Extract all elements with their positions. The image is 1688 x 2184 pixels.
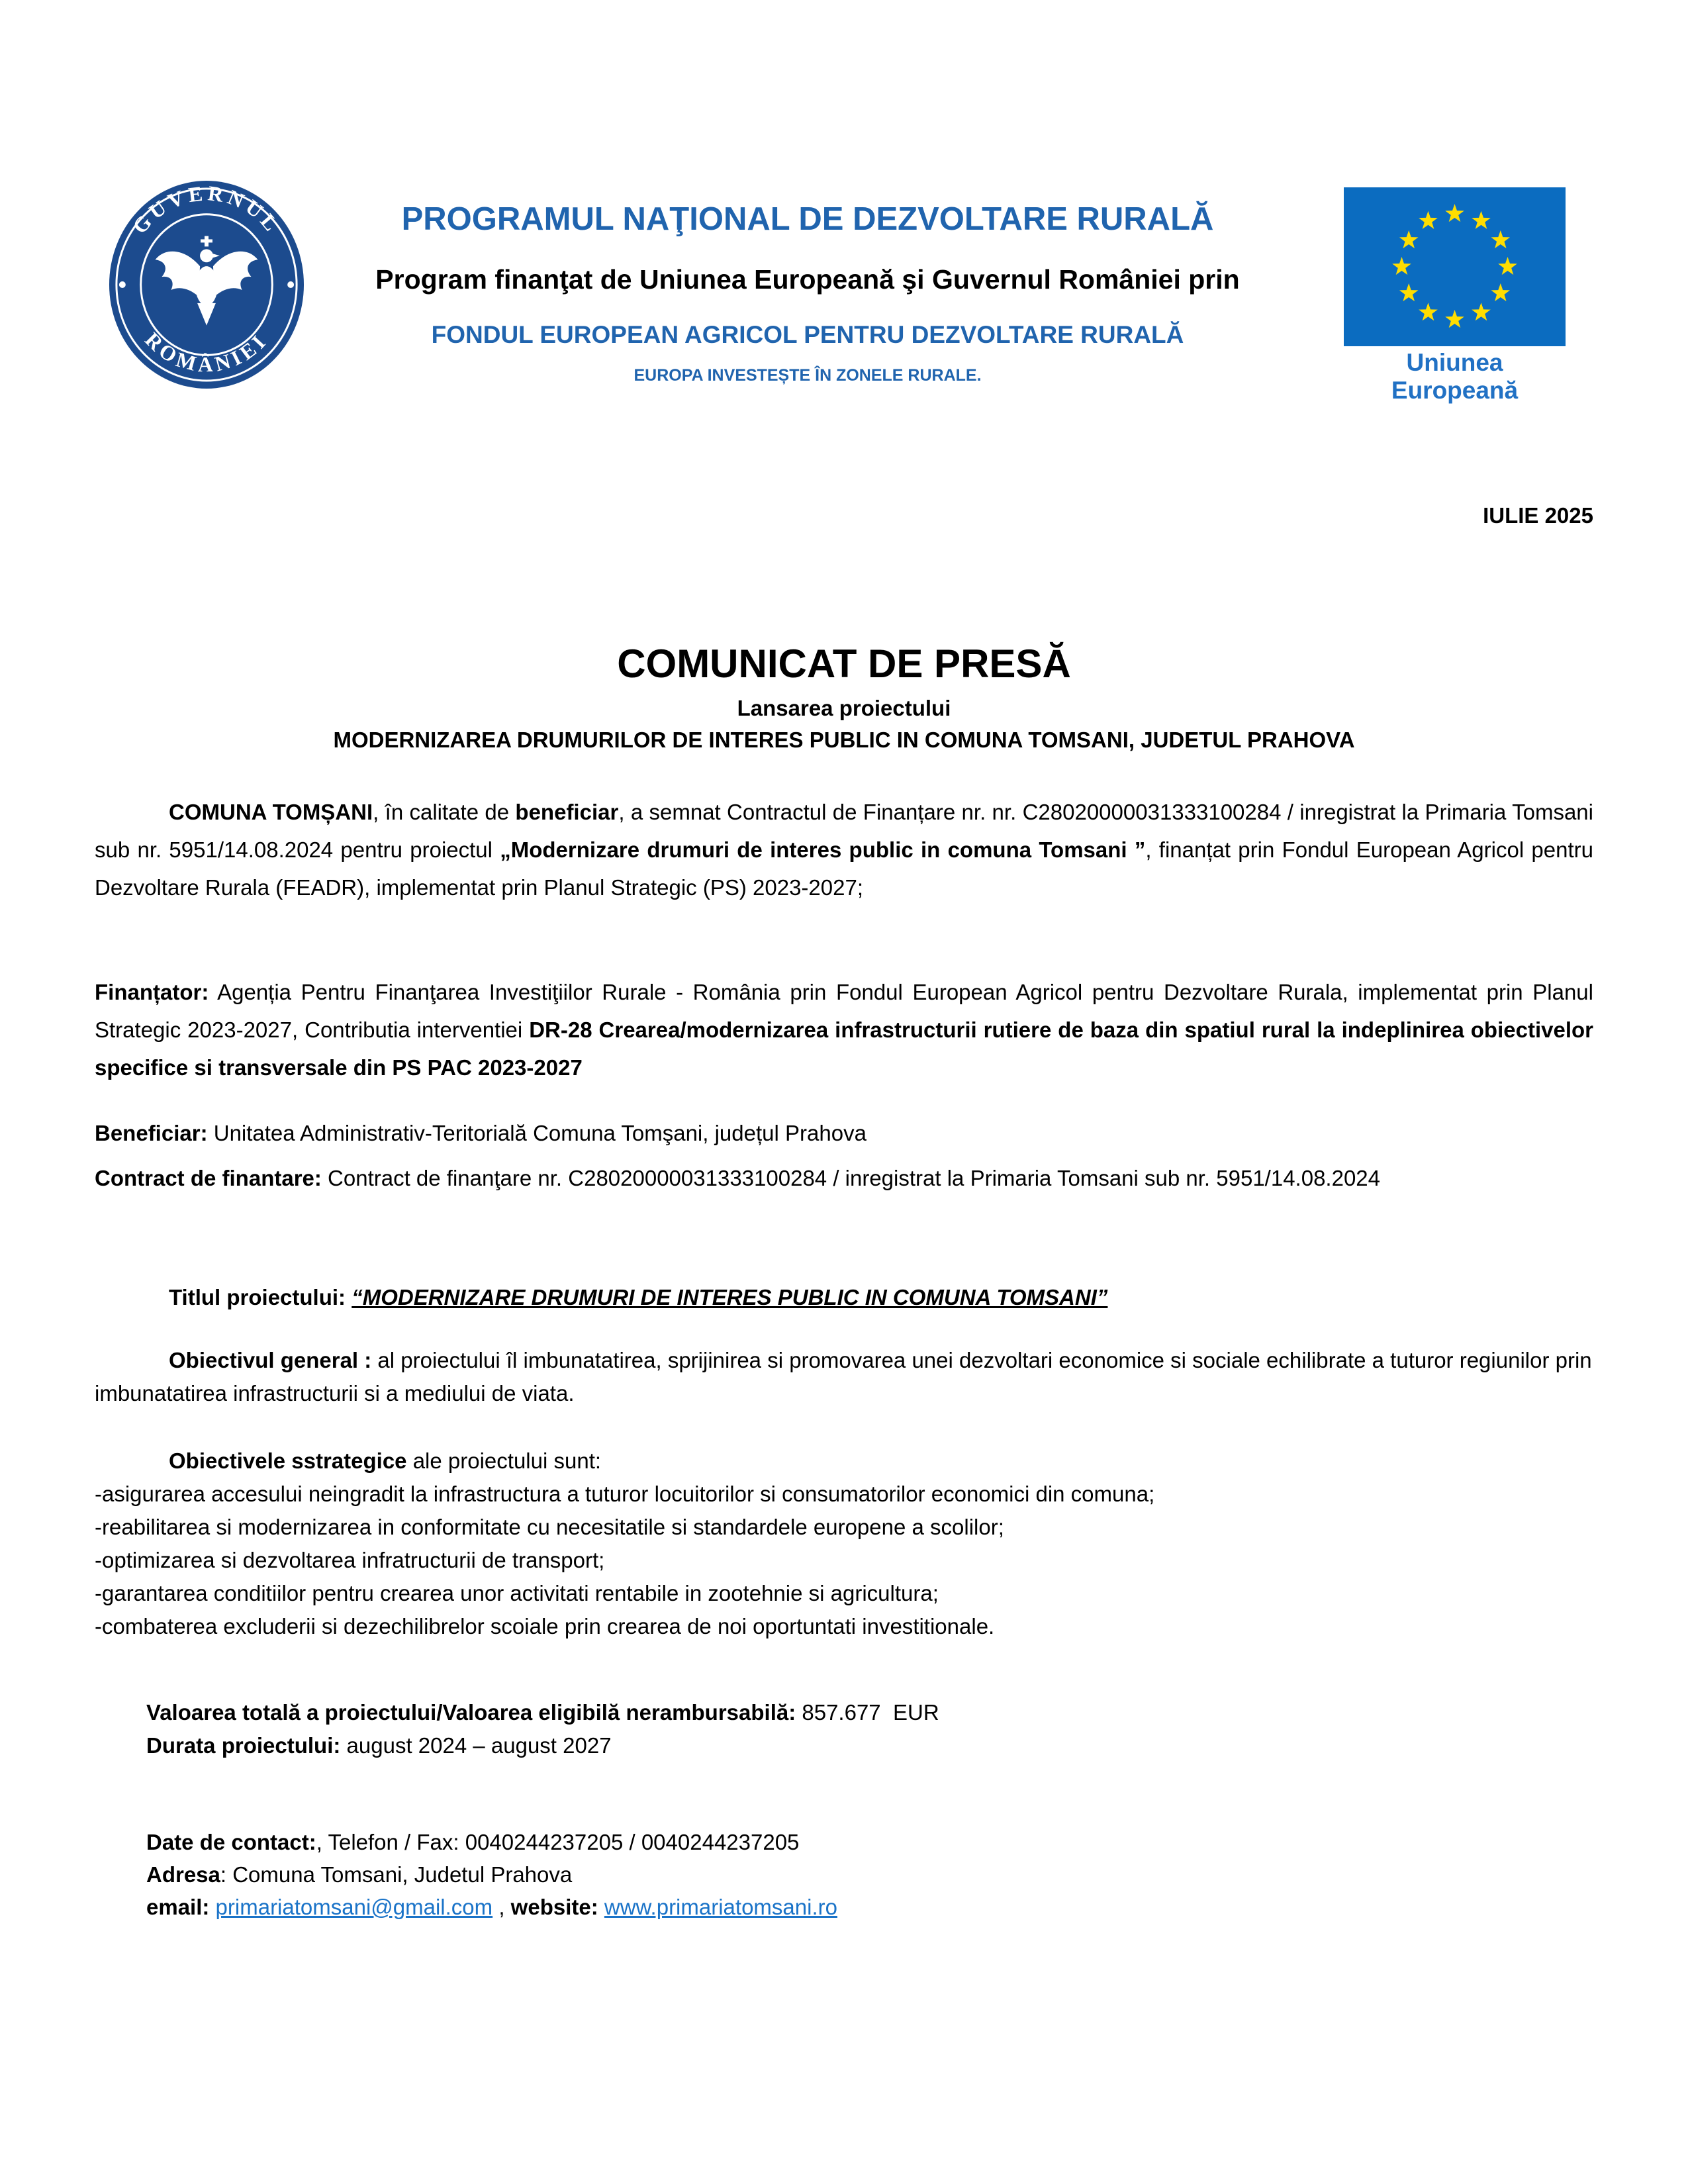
general-objective-paragraph: Obiectivul general : al proiectului îl imbunatatirea, sprijinirea si promovarea unei dezvoltari economice si sociale echilibrate a tuturor regiunilor prin imbunatatirea infrastructurii si a mediului de viata. <box>95 1348 1592 1405</box>
objective-item: -reabilitarea si modernizarea in conformitate cu necesitatile si standardele europene a scolilor; <box>95 1515 1004 1539</box>
contact-block <box>95 1826 1645 1923</box>
seal-bottom-text: ROMÂNIEI <box>140 328 273 377</box>
eu-flag-icon <box>1344 187 1566 346</box>
project-title-paragraph: Titlul proiectului: “MODERNIZARE DRUMURI DE INTERES PUBLIC IN COMUNA TOMSANI” <box>169 1285 1108 1309</box>
objective-item: -asigurarea accesului neingradit la infrastructura a tuturor locuitorilor si consumatorilor economici din comuna; <box>95 1482 1155 1506</box>
subtitle-line1: Lansarea proiectului <box>737 696 951 720</box>
email-link[interactable]: primariatomsani@gmail.com <box>215 1895 493 1919</box>
address-line: Adresa: Comuna Tomsani, Judetul Prahova <box>146 1862 573 1887</box>
intro-paragraph: COMUNA TOMȘANI, în calitate de beneficiar, a semnat Contractul de Finanțare nr. nr. C28020000031333100284 / inregistrat la Primaria Tomsani sub nr. 5951/14.08.2024 pentru proiectul „Modernizare drumuri de interes public in comuna Tomsani ”, finanțat prin Fondul European Agricol pentru Dezvoltare Rurala (FEADR), implementat prin Planul Strategic (PS) 2023-2027; <box>95 800 1593 900</box>
objective-item: -combaterea excluderii si dezechilibrelor scoiale prin crearea de noi oportuntati investitionale. <box>95 1614 995 1638</box>
strategic-objectives-header: Obiectivele sstrategice ale proiectului sunt: <box>169 1448 602 1473</box>
website-link[interactable]: www.primariatomsani.ro <box>604 1895 837 1919</box>
financier-paragraph: Finanțator: Agenția Pentru Finanţarea Investiţiilor Rurale - România prin Fondul European Agricol pentru Dezvoltare Rurala, implementat prin Planul Strategic 2023-2027, Contributia interventiei DR-28 Crearea/modernizarea infrastructurii rutiere de baza din spatiul rural la indeplinirea obiectivelor specifice si transversale din PS PAC 2023-2027 <box>95 980 1593 1080</box>
subtitle-line2: MODERNIZAREA DRUMURILOR DE INTERES PUBLIC IN COMUNA TOMSANI, JUDETUL PRAHOVA <box>333 728 1355 752</box>
page-title: COMUNICAT DE PRESĂ <box>617 641 1071 687</box>
email-website-line: email: primariatomsani@gmail.com , website: www.primariatomsani.ro <box>146 1895 837 1919</box>
funding-line: Program finanţat de Uniunea Europeană şi Guvernul României prin <box>375 264 1240 295</box>
eu-flag-label: Uniunea Europeană <box>1391 349 1519 404</box>
government-seal-icon <box>108 179 305 391</box>
objective-item: -garantarea conditiilor pentru crearea unor activitati rentabile in zootehnie si agricultura; <box>95 1581 939 1605</box>
fund-title: FONDUL EUROPEAN AGRICOL PENTRU DEZVOLTARE RURALĂ <box>431 321 1184 348</box>
contact-line: Date de contact:, Telefon / Fax: 0040244237205 / 0040244237205 <box>146 1830 800 1854</box>
duration-line: Durata proiectului: august 2024 – august 2027 <box>146 1733 612 1758</box>
date-line: IULIE 2025 <box>1483 503 1593 528</box>
total-value-line: Valoarea totală a proiectului/Valoarea eligibilă nerambursabilă: 857.677 EUR <box>146 1700 939 1725</box>
beneficiary-paragraph: Beneficiar: Unitatea Administrativ-Teritorială Comuna Tomşani, județul Prahova <box>95 1121 867 1145</box>
contract-paragraph: Contract de finantare: Contract de finanţare nr. C28020000031333100284 / inregistrat la Primaria Tomsani sub nr. 5951/14.08.2024 <box>95 1166 1381 1190</box>
romanian-government-seal <box>108 179 305 391</box>
objectives-list <box>95 1478 1593 1643</box>
program-title: PROGRAMUL NAŢIONAL DE DEZVOLTARE RURALĂ <box>401 201 1214 237</box>
value-duration-block <box>95 1696 1645 1762</box>
header-text-block <box>311 201 1304 385</box>
seal-top-text: GUVERNUL <box>128 181 285 238</box>
tagline: EUROPA INVESTEȘTE ÎN ZONELE RURALE. <box>633 366 982 385</box>
objective-item: -optimizarea si dezvoltarea infratructurii de transport; <box>95 1548 605 1572</box>
